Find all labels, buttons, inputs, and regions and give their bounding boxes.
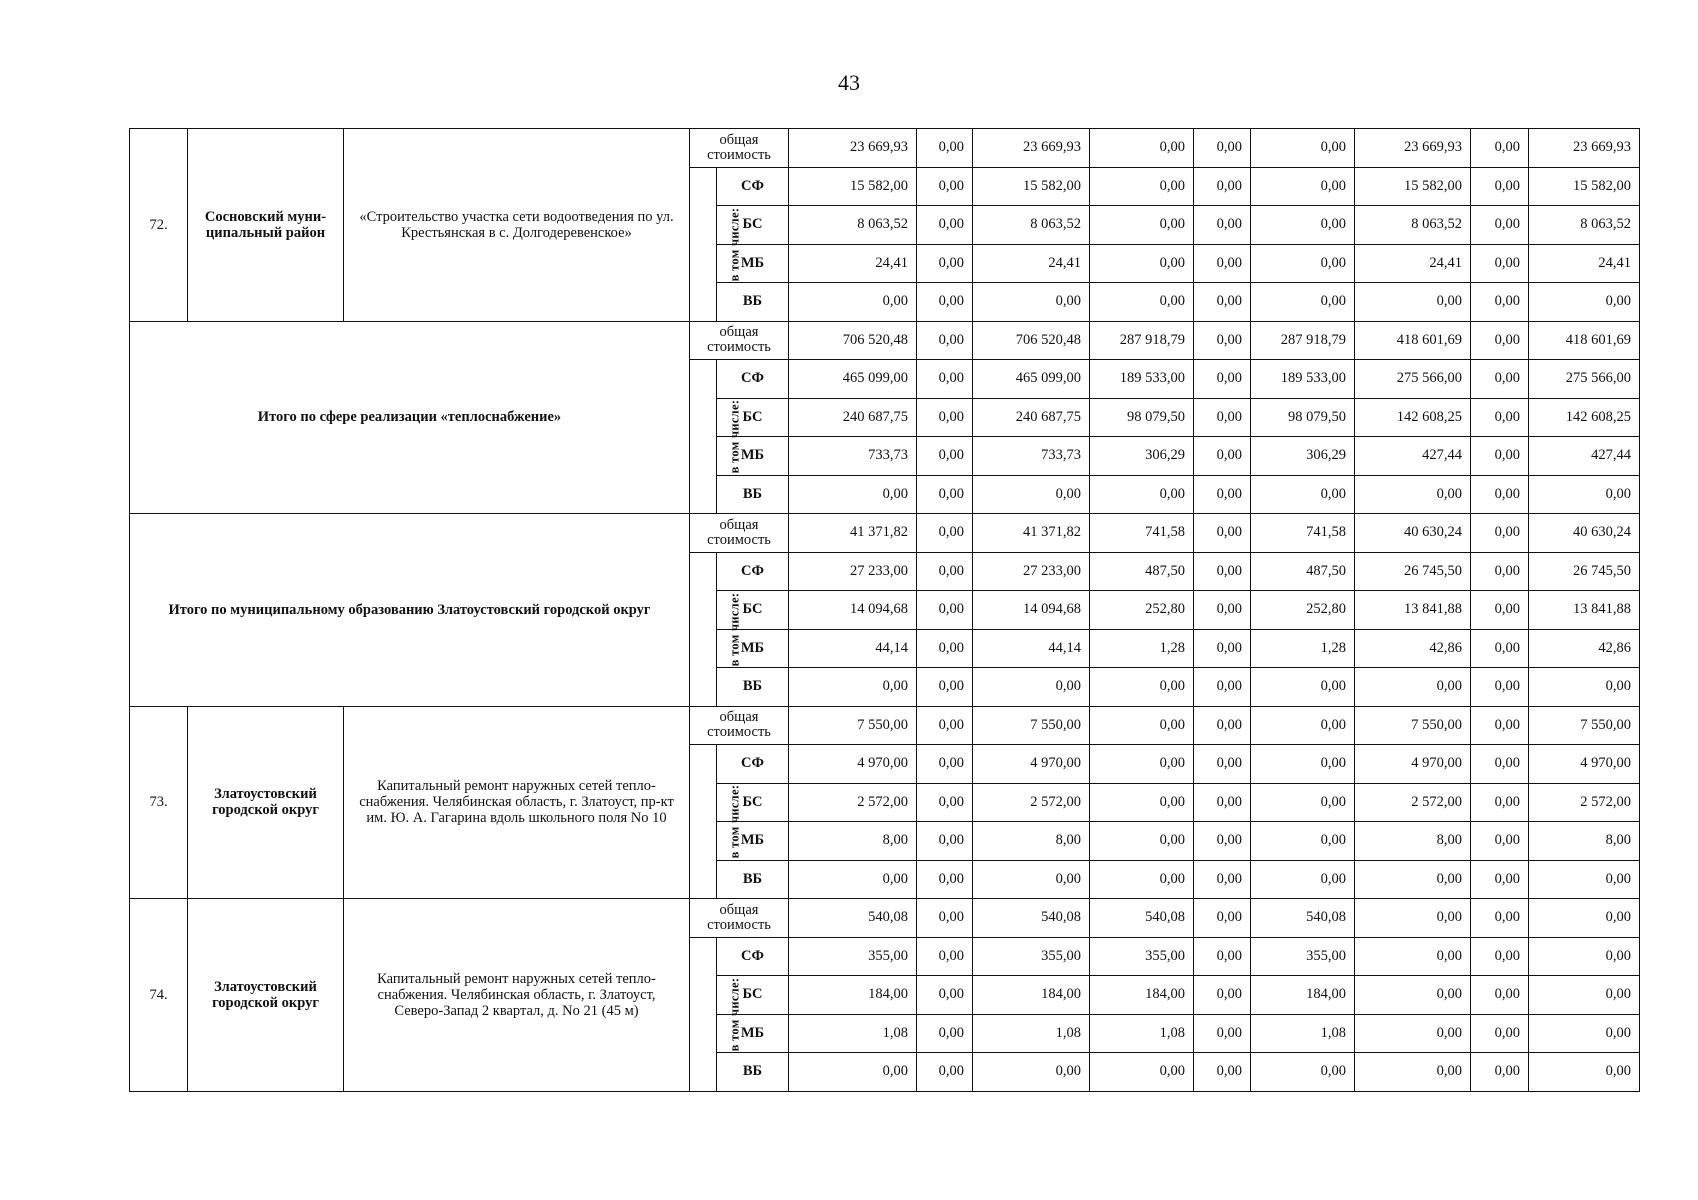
value-cell: 0,00	[1529, 475, 1640, 514]
value-cell: 487,50	[1090, 552, 1194, 591]
value-cell: 0,00	[789, 283, 917, 322]
value-cell: 465 099,00	[789, 360, 917, 399]
value-cell: 0,00	[1194, 206, 1251, 245]
value-cell: 0,00	[1471, 745, 1529, 784]
value-cell: 24,41	[1529, 244, 1640, 283]
value-cell: 0,00	[1471, 206, 1529, 245]
value-cell: 540,08	[1090, 899, 1194, 938]
value-cell: 427,44	[1355, 437, 1471, 476]
value-cell: 0,00	[917, 591, 973, 630]
funding-category: МБ	[717, 822, 789, 861]
value-cell: 0,00	[1251, 283, 1355, 322]
item-number: 73.	[130, 706, 188, 899]
value-cell: 733,73	[789, 437, 917, 476]
value-cell: 0,00	[1090, 167, 1194, 206]
value-cell: 44,14	[789, 629, 917, 668]
value-cell: 306,29	[1090, 437, 1194, 476]
value-cell: 7 550,00	[1529, 706, 1640, 745]
value-cell: 0,00	[1355, 283, 1471, 322]
value-cell: 0,00	[917, 360, 973, 399]
value-cell: 0,00	[917, 514, 973, 553]
value-cell: 0,00	[1471, 167, 1529, 206]
value-cell: 240 687,75	[973, 398, 1090, 437]
value-cell: 540,08	[1251, 899, 1355, 938]
value-cell: 0,00	[1529, 1014, 1640, 1053]
funding-category: СФ	[717, 937, 789, 976]
including-label	[690, 167, 742, 321]
value-cell: 0,00	[917, 552, 973, 591]
value-cell: 98 079,50	[1090, 398, 1194, 437]
value-cell: 4 970,00	[973, 745, 1090, 784]
including-text: в том числе:	[727, 784, 742, 859]
value-cell: 23 669,93	[1355, 129, 1471, 168]
value-cell: 0,00	[1529, 976, 1640, 1015]
financing-table	[129, 128, 1640, 1092]
project-description: Капитальный ремонт наружных сетей тепло-снабжения. Челябинская область, г. Златоуст, пр-кт им. Ю. А. Гагарина вдоль школьного поля No 10	[344, 706, 690, 899]
value-cell: 355,00	[789, 937, 917, 976]
value-cell: 0,00	[789, 1053, 917, 1092]
value-cell: 0,00	[1194, 745, 1251, 784]
including-text: в том числе:	[727, 207, 742, 281]
value-cell: 4 970,00	[789, 745, 917, 784]
value-cell: 2 572,00	[789, 783, 917, 822]
value-cell: 0,00	[917, 822, 973, 861]
value-cell: 0,00	[789, 860, 917, 899]
value-cell: 41 371,82	[973, 514, 1090, 553]
value-cell: 706 520,48	[789, 321, 917, 360]
value-cell: 184,00	[789, 976, 917, 1015]
total-row	[130, 321, 1640, 360]
value-cell: 40 630,24	[1355, 514, 1471, 553]
value-cell: 15 582,00	[1355, 167, 1471, 206]
including-label	[690, 360, 742, 514]
value-cell: 0,00	[1194, 668, 1251, 707]
funding-category: МБ	[717, 629, 789, 668]
funding-category: СФ	[717, 167, 789, 206]
value-cell: 0,00	[917, 629, 973, 668]
value-cell: 4 970,00	[1529, 745, 1640, 784]
value-cell: 0,00	[1355, 1053, 1471, 1092]
value-cell: 1,28	[1090, 629, 1194, 668]
value-cell: 27 233,00	[789, 552, 917, 591]
value-cell: 1,28	[1251, 629, 1355, 668]
value-cell: 275 566,00	[1529, 360, 1640, 399]
value-cell: 2 572,00	[1529, 783, 1640, 822]
value-cell: 0,00	[1471, 398, 1529, 437]
value-cell: 0,00	[917, 475, 973, 514]
value-cell: 0,00	[1529, 1053, 1640, 1092]
value-cell: 1,08	[973, 1014, 1090, 1053]
value-cell: 0,00	[1471, 321, 1529, 360]
value-cell: 0,00	[1194, 244, 1251, 283]
item-number: 72.	[130, 129, 188, 322]
value-cell: 355,00	[973, 937, 1090, 976]
value-cell: 13 841,88	[1355, 591, 1471, 630]
value-cell: 15 582,00	[789, 167, 917, 206]
funding-category: БС	[717, 783, 789, 822]
value-cell: 0,00	[1471, 437, 1529, 476]
value-cell: 44,14	[973, 629, 1090, 668]
value-cell: 0,00	[1090, 822, 1194, 861]
value-cell: 0,00	[973, 668, 1090, 707]
value-cell: 0,00	[917, 706, 973, 745]
funding-category: ВБ	[717, 283, 789, 322]
value-cell: 184,00	[1090, 976, 1194, 1015]
value-cell: 0,00	[1251, 167, 1355, 206]
funding-category: ВБ	[717, 860, 789, 899]
value-cell: 13 841,88	[1529, 591, 1640, 630]
funding-category: СФ	[717, 552, 789, 591]
value-cell: 0,00	[1471, 1053, 1529, 1092]
value-cell: 142 608,25	[1529, 398, 1640, 437]
value-cell: 418 601,69	[1529, 321, 1640, 360]
value-cell: 4 970,00	[1355, 745, 1471, 784]
value-cell: 8,00	[973, 822, 1090, 861]
value-cell: 42,86	[1355, 629, 1471, 668]
municipality-name: Златоустовский городской округ	[188, 706, 344, 899]
value-cell: 0,00	[789, 475, 917, 514]
value-cell: 8 063,52	[1529, 206, 1640, 245]
value-cell: 0,00	[1194, 552, 1251, 591]
value-cell: 0,00	[1471, 899, 1529, 938]
value-cell: 184,00	[1251, 976, 1355, 1015]
value-cell: 0,00	[1194, 706, 1251, 745]
project-description: «Строительство участка сети водоотведения по ул. Крестьянская в с. Долгодеревенское»	[344, 129, 690, 322]
value-cell: 0,00	[1471, 783, 1529, 822]
value-cell: 0,00	[1090, 129, 1194, 168]
value-cell: 0,00	[917, 244, 973, 283]
value-cell: 23 669,93	[1529, 129, 1640, 168]
value-cell: 0,00	[973, 860, 1090, 899]
value-cell: 0,00	[917, 1014, 973, 1053]
value-cell: 0,00	[917, 321, 973, 360]
value-cell: 24,41	[789, 244, 917, 283]
value-cell: 0,00	[1251, 206, 1355, 245]
value-cell: 0,00	[1194, 937, 1251, 976]
value-cell: 0,00	[1355, 976, 1471, 1015]
value-cell: 0,00	[1194, 129, 1251, 168]
including-text: в том числе:	[727, 977, 742, 1051]
value-cell: 0,00	[1194, 899, 1251, 938]
value-cell: 0,00	[1194, 591, 1251, 630]
total-cost-label: общая стоимость	[690, 129, 789, 168]
value-cell: 27 233,00	[973, 552, 1090, 591]
value-cell: 0,00	[1529, 283, 1640, 322]
funding-category: БС	[717, 398, 789, 437]
value-cell: 706 520,48	[973, 321, 1090, 360]
value-cell: 0,00	[1355, 860, 1471, 899]
including-text: в том числе:	[727, 399, 742, 474]
value-cell: 287 918,79	[1090, 321, 1194, 360]
value-cell: 418 601,69	[1355, 321, 1471, 360]
including-label	[690, 745, 742, 899]
value-cell: 540,08	[789, 899, 917, 938]
value-cell: 0,00	[1194, 1053, 1251, 1092]
funding-category: СФ	[717, 360, 789, 399]
value-cell: 252,80	[1090, 591, 1194, 630]
value-cell: 0,00	[1471, 668, 1529, 707]
total-cost-label: общая стоимость	[690, 706, 789, 745]
value-cell: 1,08	[1251, 1014, 1355, 1053]
value-cell: 0,00	[917, 937, 973, 976]
value-cell: 14 094,68	[789, 591, 917, 630]
value-cell: 189 533,00	[1251, 360, 1355, 399]
value-cell: 15 582,00	[1529, 167, 1640, 206]
value-cell: 0,00	[1194, 167, 1251, 206]
value-cell: 0,00	[1471, 591, 1529, 630]
value-cell: 0,00	[1090, 745, 1194, 784]
funding-category: ВБ	[717, 1053, 789, 1092]
value-cell: 0,00	[973, 475, 1090, 514]
value-cell: 0,00	[1194, 860, 1251, 899]
value-cell: 287 918,79	[1251, 321, 1355, 360]
value-cell: 0,00	[1194, 514, 1251, 553]
value-cell: 0,00	[1090, 1053, 1194, 1092]
value-cell: 0,00	[1471, 244, 1529, 283]
value-cell: 98 079,50	[1251, 398, 1355, 437]
value-cell: 0,00	[1355, 475, 1471, 514]
value-cell: 0,00	[917, 206, 973, 245]
value-cell: 0,00	[1090, 244, 1194, 283]
value-cell: 41 371,82	[789, 514, 917, 553]
value-cell: 0,00	[1471, 937, 1529, 976]
value-cell: 8,00	[1355, 822, 1471, 861]
value-cell: 1,08	[789, 1014, 917, 1053]
value-cell: 0,00	[1194, 629, 1251, 668]
value-cell: 306,29	[1251, 437, 1355, 476]
value-cell: 0,00	[1194, 360, 1251, 399]
including-text: в том числе:	[727, 592, 742, 666]
value-cell: 0,00	[1471, 860, 1529, 899]
value-cell: 0,00	[917, 1053, 973, 1092]
value-cell: 0,00	[1194, 822, 1251, 861]
project-description: Капитальный ремонт наружных сетей тепло-снабжения. Челябинская область, г. Златоуст, Северо-Запад 2 квартал, д. No 21 (45 м)	[344, 899, 690, 1092]
value-cell: 0,00	[1090, 475, 1194, 514]
value-cell: 0,00	[917, 167, 973, 206]
value-cell: 0,00	[1529, 937, 1640, 976]
summary-title: Итого по муниципальному образованию Златоустовский городской округ	[130, 514, 690, 707]
value-cell: 8,00	[789, 822, 917, 861]
funding-category: ВБ	[717, 475, 789, 514]
total-cost-label: общая стоимость	[690, 899, 789, 938]
value-cell: 8 063,52	[789, 206, 917, 245]
value-cell: 0,00	[1471, 129, 1529, 168]
value-cell: 0,00	[1090, 783, 1194, 822]
value-cell: 240 687,75	[789, 398, 917, 437]
value-cell: 0,00	[1355, 668, 1471, 707]
value-cell: 40 630,24	[1529, 514, 1640, 553]
value-cell: 0,00	[1090, 283, 1194, 322]
value-cell: 465 099,00	[973, 360, 1090, 399]
value-cell: 741,58	[1251, 514, 1355, 553]
value-cell: 24,41	[973, 244, 1090, 283]
value-cell: 0,00	[1251, 1053, 1355, 1092]
value-cell: 23 669,93	[789, 129, 917, 168]
value-cell: 733,73	[973, 437, 1090, 476]
value-cell: 0,00	[917, 129, 973, 168]
total-row	[130, 899, 1640, 938]
value-cell: 0,00	[1355, 1014, 1471, 1053]
value-cell: 0,00	[1251, 860, 1355, 899]
value-cell: 2 572,00	[1355, 783, 1471, 822]
value-cell: 0,00	[917, 283, 973, 322]
summary-title: Итого по сфере реализации «теплоснабжение»	[130, 321, 690, 514]
value-cell: 0,00	[1194, 976, 1251, 1015]
value-cell: 0,00	[1355, 899, 1471, 938]
value-cell: 0,00	[1090, 668, 1194, 707]
value-cell: 24,41	[1355, 244, 1471, 283]
value-cell: 7 550,00	[973, 706, 1090, 745]
value-cell: 0,00	[1471, 1014, 1529, 1053]
value-cell: 0,00	[1251, 822, 1355, 861]
value-cell: 0,00	[1471, 976, 1529, 1015]
value-cell: 0,00	[1471, 706, 1529, 745]
value-cell: 355,00	[1090, 937, 1194, 976]
value-cell: 7 550,00	[1355, 706, 1471, 745]
value-cell: 26 745,50	[1529, 552, 1640, 591]
total-cost-label: общая стоимость	[690, 514, 789, 553]
total-cost-label: общая стоимость	[690, 321, 789, 360]
value-cell: 0,00	[1251, 244, 1355, 283]
value-cell: 8,00	[1529, 822, 1640, 861]
value-cell: 0,00	[1529, 899, 1640, 938]
value-cell: 0,00	[973, 1053, 1090, 1092]
value-cell: 26 745,50	[1355, 552, 1471, 591]
funding-category: СФ	[717, 745, 789, 784]
value-cell: 1,08	[1090, 1014, 1194, 1053]
municipality-name: Сосновский муни-ципальный район	[188, 129, 344, 322]
value-cell: 0,00	[973, 283, 1090, 322]
funding-category: ВБ	[717, 668, 789, 707]
value-cell: 0,00	[917, 668, 973, 707]
including-label	[690, 937, 742, 1091]
value-cell: 487,50	[1251, 552, 1355, 591]
funding-category: БС	[717, 206, 789, 245]
including-label	[690, 552, 742, 706]
value-cell: 0,00	[1251, 475, 1355, 514]
value-cell: 8 063,52	[973, 206, 1090, 245]
value-cell: 0,00	[1471, 475, 1529, 514]
value-cell: 0,00	[1471, 514, 1529, 553]
value-cell: 0,00	[1090, 860, 1194, 899]
value-cell: 0,00	[917, 398, 973, 437]
value-cell: 0,00	[1194, 283, 1251, 322]
value-cell: 0,00	[1471, 283, 1529, 322]
funding-category: МБ	[717, 437, 789, 476]
value-cell: 0,00	[789, 668, 917, 707]
total-row	[130, 129, 1640, 168]
total-row	[130, 514, 1640, 553]
value-cell: 0,00	[1194, 321, 1251, 360]
value-cell: 2 572,00	[973, 783, 1090, 822]
value-cell: 0,00	[1090, 206, 1194, 245]
value-cell: 0,00	[1090, 706, 1194, 745]
value-cell: 0,00	[917, 437, 973, 476]
value-cell: 8 063,52	[1355, 206, 1471, 245]
value-cell: 189 533,00	[1090, 360, 1194, 399]
item-number: 74.	[130, 899, 188, 1092]
value-cell: 0,00	[1471, 552, 1529, 591]
value-cell: 0,00	[1194, 398, 1251, 437]
value-cell: 7 550,00	[789, 706, 917, 745]
value-cell: 741,58	[1090, 514, 1194, 553]
municipality-name: Златоустовский городской округ	[188, 899, 344, 1092]
value-cell: 0,00	[917, 976, 973, 1015]
value-cell: 0,00	[1251, 129, 1355, 168]
value-cell: 252,80	[1251, 591, 1355, 630]
value-cell: 0,00	[917, 860, 973, 899]
value-cell: 0,00	[1251, 745, 1355, 784]
value-cell: 427,44	[1529, 437, 1640, 476]
value-cell: 0,00	[1529, 860, 1640, 899]
value-cell: 0,00	[917, 783, 973, 822]
value-cell: 355,00	[1251, 937, 1355, 976]
value-cell: 0,00	[1194, 783, 1251, 822]
value-cell: 0,00	[1251, 706, 1355, 745]
funding-category: БС	[717, 591, 789, 630]
value-cell: 540,08	[973, 899, 1090, 938]
value-cell: 0,00	[1194, 1014, 1251, 1053]
value-cell: 14 094,68	[973, 591, 1090, 630]
value-cell: 275 566,00	[1355, 360, 1471, 399]
value-cell: 0,00	[1471, 822, 1529, 861]
total-row	[130, 706, 1640, 745]
value-cell: 0,00	[1355, 937, 1471, 976]
page-number: 43	[838, 70, 860, 95]
value-cell: 0,00	[1194, 437, 1251, 476]
value-cell: 0,00	[1194, 475, 1251, 514]
value-cell: 0,00	[1529, 668, 1640, 707]
value-cell: 0,00	[917, 745, 973, 784]
funding-category: МБ	[717, 1014, 789, 1053]
value-cell: 0,00	[1471, 360, 1529, 399]
value-cell: 0,00	[1471, 629, 1529, 668]
value-cell: 184,00	[973, 976, 1090, 1015]
value-cell: 15 582,00	[973, 167, 1090, 206]
value-cell: 142 608,25	[1355, 398, 1471, 437]
value-cell: 0,00	[917, 899, 973, 938]
value-cell: 23 669,93	[973, 129, 1090, 168]
value-cell: 42,86	[1529, 629, 1640, 668]
value-cell: 0,00	[1251, 783, 1355, 822]
value-cell: 0,00	[1251, 668, 1355, 707]
funding-category: МБ	[717, 244, 789, 283]
funding-category: БС	[717, 976, 789, 1015]
